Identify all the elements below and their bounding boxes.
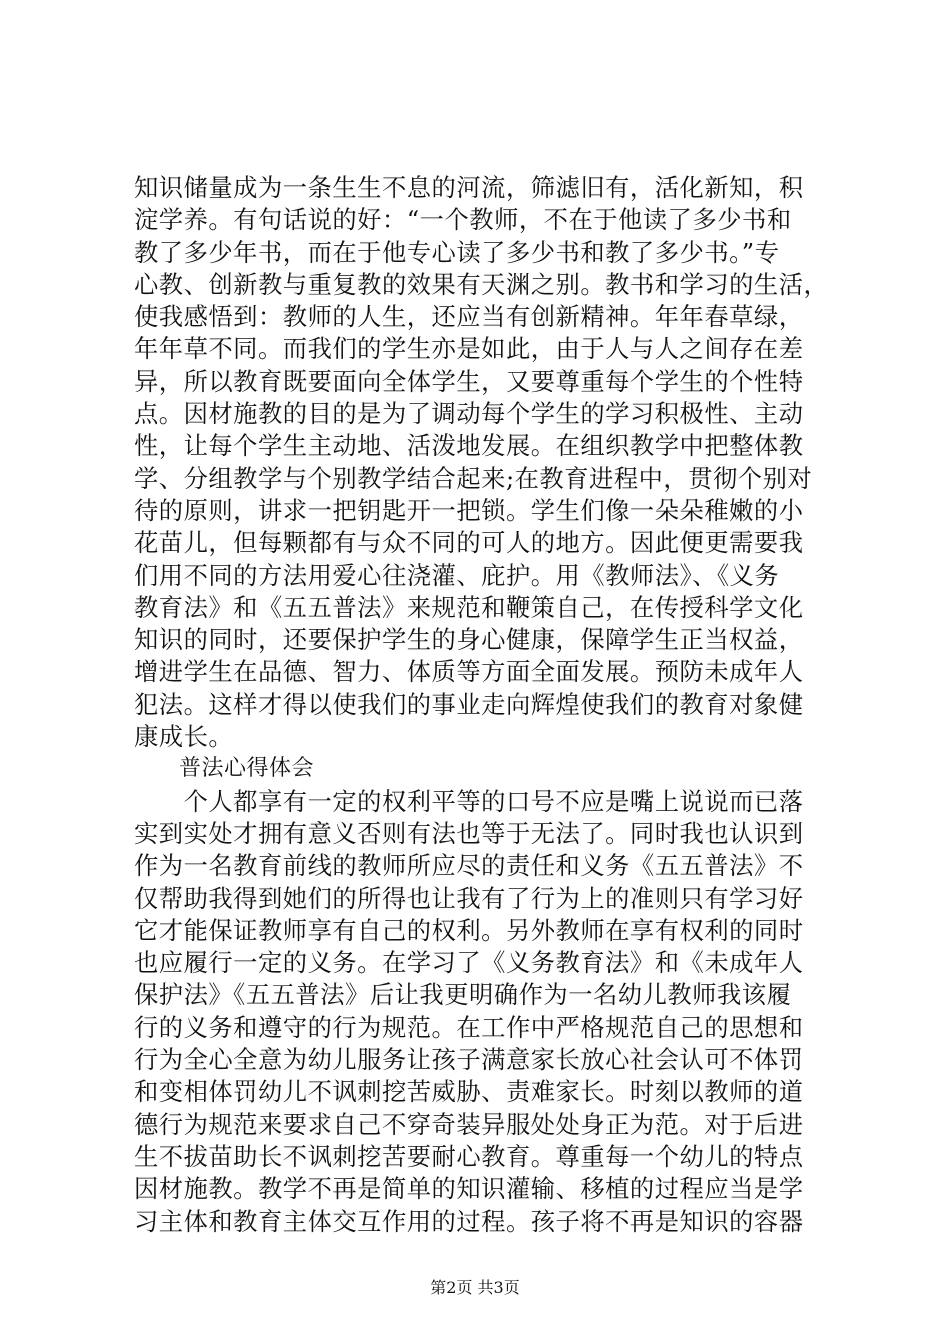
text-line: 习主体和教育主体交互作用的过程。孩子将不再是知识的容器 [134,1206,804,1236]
section-heading: 普法心得体会 [134,756,315,782]
text-line: 淀学养。有句话说的好：“一个教师，不在于他读了多少书和 [134,205,792,235]
text-line: 点。因材施教的目的是为了调动每个学生的学习积极性、主动 [134,399,804,429]
text-line: 心教、创新教与重复教的效果有天渊之别。教书和学习的生活， [134,269,829,299]
text-line: 使我感悟到：教师的人生，还应当有创新精神。年年春草绿， [134,302,804,332]
text-line: 个人都享有一定的权利平等的口号不应是嘴上说说而已落 [134,786,804,816]
text-line: 行的义务和遵守的行为规范。在工作中严格规范自己的思想和 [134,1012,804,1042]
text-line: 德行为规范来要求自己不穿奇装异服处处身正为范。对于后进 [134,1109,804,1139]
text-line: 异，所以教育既要面向全体学生，又要尊重每个学生的个性特 [134,366,804,396]
text-line: 性，让每个学生主动地、活泼地发展。在组织教学中把整体教 [134,431,804,461]
text-line: 待的原则，讲求一把钥匙开一把锁。学生们像一朵朵稚嫩的小 [134,495,804,525]
text-line: 知识的同时，还要保护学生的身心健康，保障学生正当权益， [134,625,804,655]
text-line: 生不拔苗助长不讽刺挖苦要耐心教育。尊重每一个幼儿的特点 [134,1141,804,1171]
text-line: 实到实处才拥有意义否则有法也等于无法了。同时我也认识到 [134,818,804,848]
text-line: 它才能保证教师享有自己的权利。另外教师在享有权利的同时 [134,915,804,945]
text-line: 花苗儿，但每颗都有与众不同的可人的地方。因此便更需要我 [134,528,804,558]
text-line: 增进学生在品德、智力、体质等方面全面发展。预防未成年人 [134,657,804,687]
page-number-footer: 第2页 共3页 [430,1278,520,1297]
text-line: 教了多少年书，而在于他专心读了多少书和教了多少书。”专 [134,237,780,267]
document-body [134,172,834,1238]
text-line: 因材施教。教学不再是简单的知识灌输、移植的过程应当是学 [134,1174,804,1204]
text-line: 也应履行一定的义务。在学习了《义务教育法》和《未成年人 [134,948,804,978]
text-line: 年年草不同。而我们的学生亦是如此，由于人与人之间存在差 [134,334,804,364]
text-line: 康成长。 [134,722,234,752]
text-line: 行为全心全意为幼儿服务让孩子满意家长放心社会认可不体罚 [134,1045,804,1075]
text-line: 教育法》和《五五普法》来规范和鞭策自己，在传授科学文化 [134,592,804,622]
text-line: 作为一名教育前线的教师所应尽的责任和义务《五五普法》不 [134,851,804,881]
text-line: 学、分组教学与个别教学结合起来;在教育进程中，贯彻个别对 [134,463,813,493]
text-line: 和变相体罚幼儿不讽刺挖苦威胁、责难家长。时刻以教师的道 [134,1077,804,1107]
text-line: 知识储量成为一条生生不息的河流，筛滤旧有，活化新知，积 [134,173,804,202]
text-line: 仅帮助我得到她们的所得也让我有了行为上的准则只有学习好 [134,883,804,913]
text-line: 保护法》《五五普法》后让我更明确作为一名幼儿教师我该履 [134,980,792,1010]
text-line: 犯法。这样才得以使我们的事业走向辉煌使我们的教育对象健 [134,689,804,719]
text-line: 们用不同的方法用爱心往浇灌、庇护。用《教师法》、《义务 [134,560,780,590]
